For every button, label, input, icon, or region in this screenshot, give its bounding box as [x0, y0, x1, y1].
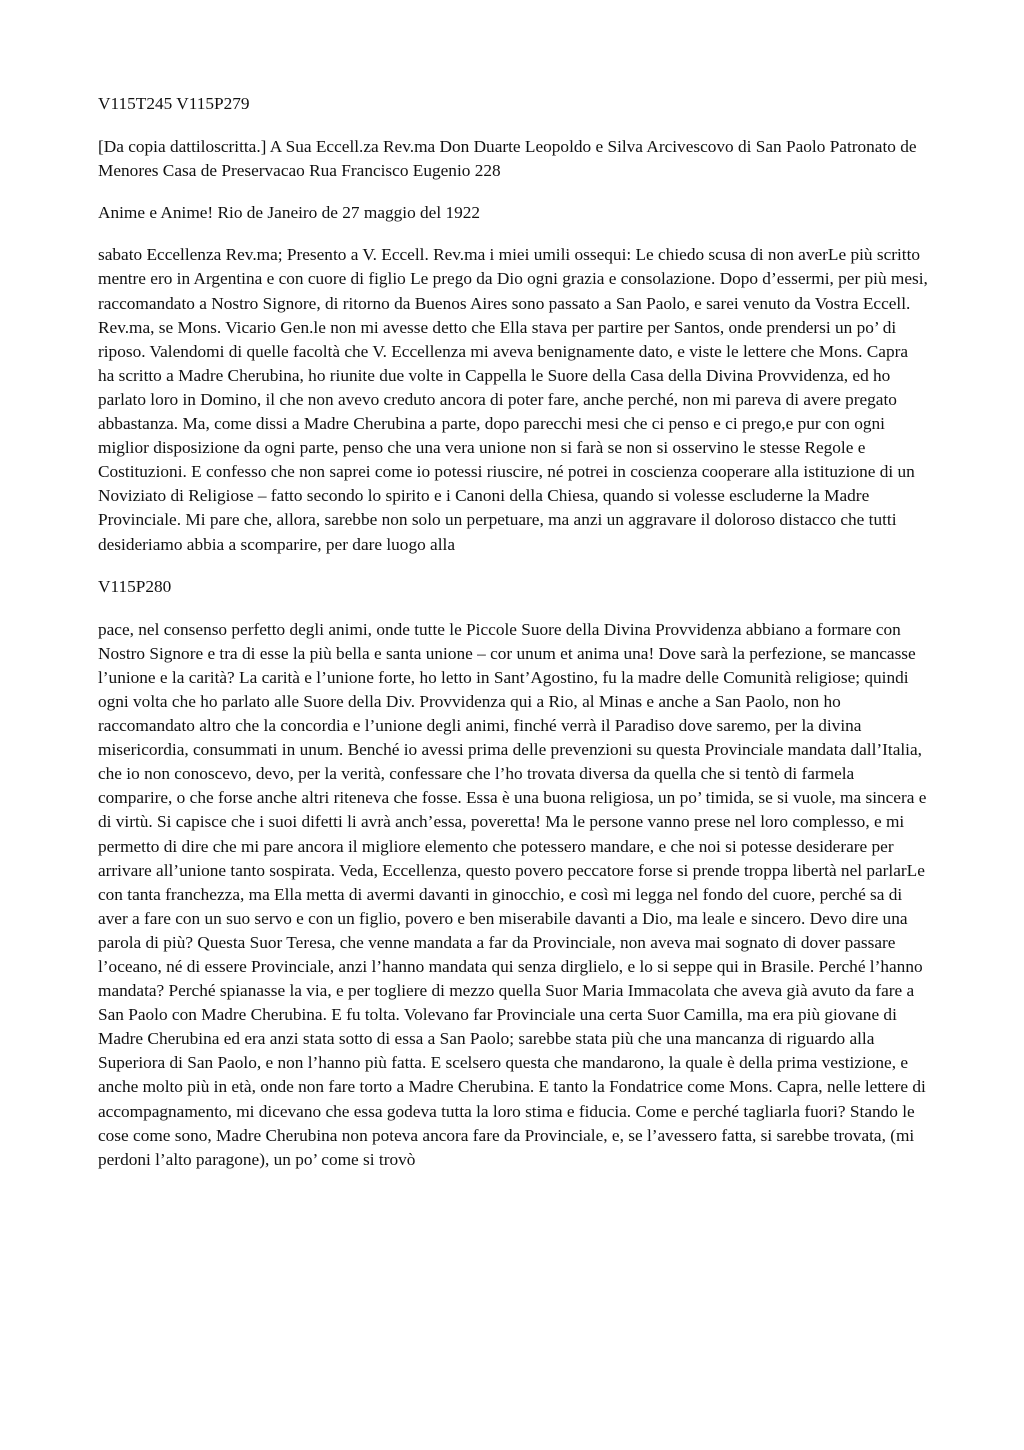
letter-paragraph-1: sabato Eccellenza Rev.ma; Presento a V. Eccell. Rev.ma i miei umili ossequi: Le chiedo scusa di non averLe più scritto mentre ero in Argentina e con cuore di figlio Le prego da Dio ogni grazia e consolazione. Dopo d’essermi, per più mesi, raccomandato a Nostro Signore, di ritorno da Buenos Aires sono passato a San Paolo, e sarei venuto da Vostra Eccell. Rev.ma, se Mons. Vicario Gen.le non mi avesse detto che Ella stava per partire per Santos, onde prendersi un po’ di riposo. Valendomi di quelle facoltà che V. Eccellenza mi aveva benignamente dato, e viste le lettere che Mons. Capra ha scritto a Madre Cherubina, ho riunite due volte in Cappella le Suore della Casa della Divina Provvidenza, ed ho parlato loro in Domino, il che non avevo creduto ancora di poter fare, anche perché, non mi pareva di avere pregato abbastanza. Ma, come dissi a Madre Cherubina a parte, dopo parecchi mesi che ci penso e ci prego,e pur con ogni miglior disposizione da ogni parte, penso che una vera unione non si farà se non si osservino le stesse Regole e Costituzioni. E confesso che non saprei come io potessi riuscire, né potrei in coscienza cooperare alla istituzione di un Noviziato di Religiose – fatto secondo lo spirito e i Canoni della Chiesa, quando si volesse escluderne la Madre Provinciale. Mi pare che, allora, sarebbe non solo un perpetuare, ma anzi un aggravare il doloroso distacco che tutti desideriamo abbia a scomparire, per dare luogo alla: [98, 245, 928, 554]
dateline: Anime e Anime! Rio de Janeiro de 27 maggio del 1922: [98, 203, 481, 223]
letter-paragraph-2: pace, nel consenso perfetto degli animi, onde tutte le Piccole Suore della Divina Provvidenza abbiano a formare con Nostro Signore e tra di esse la più bella e santa unione – cor unum et anima una! Dove sarà la perfezione, se mancasse l’unione e la carità? La carità e l’unione forte, ho letto in Sant’Agostino, fu la madre delle Comunità religiose; quindi ogni volta che ho parlato alle Suore della Div. Provvidenza qui a Rio, al Minas e anche a San Paolo, non ho raccomandato altro che la concordia e l’unione degli animi, finché verrà il Paradiso dove saremo, per la divina misericordia, consummati in unum. Benché io avessi prima delle prevenzioni su questa Provinciale mandata dall’Italia, che io non conoscevo, devo, per la verità, confessare che l’ho trovata diversa da quella che si tentò di farmela comparire, o che forse anche altri riteneva che fosse. Essa è una buona religiosa, un po’ timida, se si vuole, ma sincera e di virtù. Si capisce che i suoi difetti li avrà anch’essa, poveretta! Ma le persone vanno prese nel loro complesso, e mi permetto di dire che mi pare ancora il migliore elemento che potessero mandare, e che noi si potesse desiderare per arrivare all’unione tanto sospirata. Veda, Eccellenza, questo povero peccatore forse si prende troppa libertà nel parlarLe con tanta franchezza, ma Ella metta di avermi davanti in ginocchio, e così mi legga nel fondo del cuore, perché sa di aver a fare con un suo servo e con un figlio, povero e ben miserabile davanti a Dio, ma leale e sincero. Devo dire una parola di più? Questa Suor Teresa, che venne mandata a far da Provinciale, non aveva mai sognato di dover passare l’oceano, né di essere Provinciale, anzi l’hanno mandata qui senza dirglielo, e lo si seppe qui in Brasile. Perché l’hanno mandata? Perché spianasse la via, e per togliere di mezzo quella Suor Maria Immacolata che aveva già avuto da fare a San Paolo con Madre Cherubina. E fu tolta. Volevano far Provinciale una certa Suor Camilla, ma era più giovane di Madre Cherubina ed era anzi stata sotto di essa a San Paolo; sarebbe stata più che una mancanza di riguardo alla Superiora di San Paolo, e non l’hanno più fatta. E scelsero questa che mandarono, la quale è della prima vestizione, e anche molto più in età, onde non fare torto a Madre Cherubina. E tanto la Fondatrice come Mons. Capra, nelle lettere di accompagnamento, mi dicevano che essa godeva tutta la loro stima e fiducia. Come e perché tagliarla fuori? Stando le cose come sono, Madre Cherubina non poteva ancora fare da Provinciale, e, se l’avessero fatta, si sarebbe trovata, (mi perdoni l’alto paragone), un po’ come si trovò: [98, 619, 927, 1169]
header-reference: V115T245 V115P279: [98, 94, 250, 113]
document-page: [98, 92, 928, 1190]
address-block: [Da copia dattiloscritta.] A Sua Eccell.za Rev.ma Don Duarte Leopoldo e Silva Arcivescovo di San Paolo Patronato de Menores Casa de Preservacao Rua Francisco Eugenio 228: [98, 137, 917, 181]
page-reference: V115P280: [98, 576, 172, 596]
